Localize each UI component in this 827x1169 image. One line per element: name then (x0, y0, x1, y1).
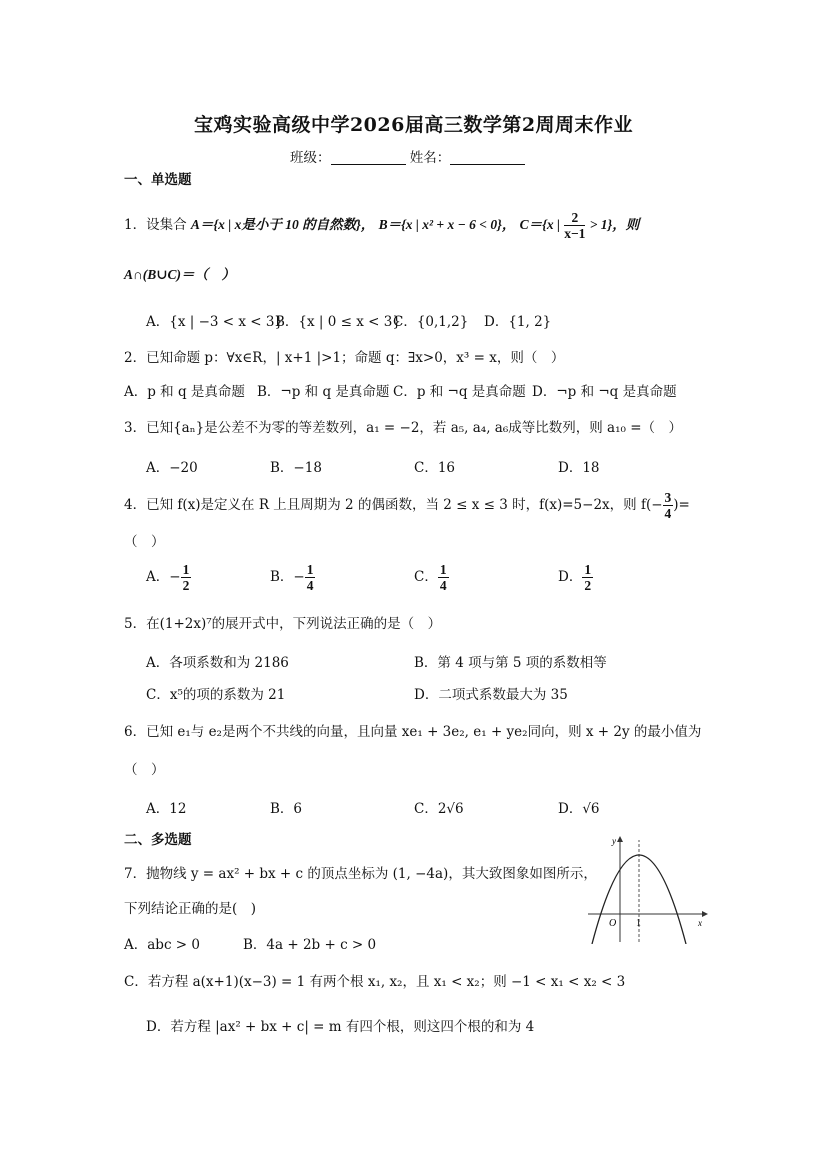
q6-paren: （ ） (124, 762, 165, 778)
q4-c-den: 4 (439, 578, 447, 593)
q1-set-a: A＝{x | x是小于 10 的自然数}， (190, 217, 375, 232)
q7-option-c[interactable]: C．若方程 a(x+1)(x−3) = 1 有两个根 x₁, x₂，且 x₁ < x₂；则 −1 < x₁ < x₂ < 3 (124, 974, 626, 990)
q1-option-c[interactable]: C．{0,1,2} (393, 314, 469, 330)
q4-c-fraction (438, 562, 449, 593)
section-single-choice: 一、单选题 (124, 172, 192, 188)
question-1-stem (124, 210, 639, 241)
q4-d-label: D． (558, 569, 583, 585)
y-axis-arrow (617, 836, 623, 842)
q6-option-b[interactable]: B．6 (270, 801, 303, 817)
q5-option-d[interactable]: D．二项式系数最大为 35 (414, 687, 568, 703)
q4-b-den: 4 (306, 578, 314, 593)
q4-stem-b: )= (673, 497, 690, 513)
q5-option-c[interactable]: C．x⁵的项的系数为 21 (146, 687, 286, 703)
q7-option-a[interactable]: A．abc > 0 (124, 937, 200, 953)
graph-x-label: x (698, 918, 702, 928)
q1-frac-den: x−1 (564, 226, 586, 241)
question-5-stem: 5．在(1+2x)⁷的展开式中，下列说法正确的是（ ） (124, 616, 442, 632)
q1-option-a[interactable]: A．{x | −3 < x < 3} (146, 314, 284, 330)
class-blank (331, 152, 406, 165)
q4-a-num: 1 (182, 562, 190, 577)
graph-y-label: y (612, 836, 616, 846)
graph-origin-label: O (609, 918, 617, 929)
q4-stem-a: 4．已知 f(x)是定义在 R 上且周期为 2 的偶函数，当 2 ≤ x ≤ 3 时，f(x)=5−2x，则 f(− (124, 497, 663, 513)
q4-a-fraction (181, 562, 192, 593)
q4-a-label: A．− (146, 569, 181, 585)
q2-option-a[interactable]: A．p 和 q 是真命题 (124, 384, 245, 400)
q6-option-a[interactable]: A．12 (146, 801, 187, 817)
q4-option-b[interactable] (270, 562, 315, 593)
q4-option-c[interactable] (414, 562, 449, 593)
question-2-stem: 2．已知命题 p：∀x∈R，| x+1 |>1；命题 q：∃x>0，x³ = x，则（ ） (124, 350, 565, 366)
q3-option-b[interactable]: B．−18 (270, 460, 322, 476)
q4-b-fraction (305, 562, 316, 593)
q7-option-d[interactable]: D．若方程 |ax² + bx + c| = m 有四个根，则这四个根的和为 4 (146, 1019, 535, 1035)
q4-c-label: C． (414, 569, 438, 585)
class-label: 班级： (290, 150, 331, 166)
question-7-stem-line1: 7．抛物线 y = ax² + bx + c 的顶点坐标为 (1, −4a)，其大致图象如图所示， (124, 866, 597, 882)
q1-option-b[interactable]: B．{x | 0 ≤ x < 3} (275, 314, 401, 330)
q4-fraction (663, 490, 674, 521)
q1-prefix: 1．设集合 (124, 217, 187, 233)
question-3-stem: 3．已知{aₙ}是公差不为零的等差数列，a₁ = −2，若 a₅, a₄, a₆成等比数列，则 a₁₀ =（ ） (124, 420, 683, 436)
q7-option-b[interactable]: B．4a + 2b + c > 0 (243, 937, 377, 953)
section-multiple-choice: 二、多选题 (124, 832, 192, 848)
q5-option-b[interactable]: B．第 4 项与第 5 项的系数相等 (414, 655, 607, 671)
q4-frac-num: 3 (664, 490, 672, 505)
parabola-graph (584, 832, 708, 944)
q1-set-c-pre: C＝{x | (519, 217, 560, 232)
x-axis-arrow (702, 911, 708, 917)
question-6-stem: 6．已知 e₁与 e₂是两个不共线的向量，且向量 xe₁ + 3e₂, e₁ + ye₂同向，则 x + 2y 的最小值为 (124, 724, 702, 740)
name-blank (450, 152, 525, 165)
q1-set-b: B＝{x | x² + x − 6 < 0}， (378, 217, 516, 232)
q4-d-fraction (582, 562, 593, 593)
question-7-stem-line2: 下列结论正确的是( ) (124, 901, 257, 917)
q4-option-d[interactable] (558, 562, 593, 593)
page-title: 宝鸡实验高级中学2026届高三数学第2周周末作业 (193, 114, 634, 136)
q4-b-num: 1 (306, 562, 314, 577)
student-info (290, 146, 525, 166)
q2-option-d[interactable]: D．¬p 和 ¬q 是真命题 (532, 384, 677, 400)
q1-set-c-post: > 1}，则 (589, 217, 640, 232)
q4-b-label: B．− (270, 569, 305, 585)
q6-option-d[interactable]: D．√6 (558, 801, 600, 817)
q4-d-num: 1 (584, 562, 592, 577)
q3-option-a[interactable]: A．−20 (146, 460, 198, 476)
question-4-stem (124, 490, 690, 521)
q2-option-b[interactable]: B．¬p 和 q 是真命题 (257, 384, 390, 400)
q1-set-c-fraction (564, 210, 585, 241)
q4-a-den: 2 (182, 578, 190, 593)
q1-frac-num: 2 (564, 210, 585, 226)
graph-tick-label: 1 (636, 918, 641, 929)
q4-d-den: 2 (584, 578, 592, 593)
q2-option-c[interactable]: C．p 和 ¬q 是真命题 (393, 384, 526, 400)
q3-option-d[interactable]: D．18 (558, 460, 600, 476)
q1-expression: A∩(B∪C)＝（ ） (124, 267, 236, 282)
q5-option-a[interactable]: A．各项系数和为 2186 (146, 655, 289, 671)
q4-option-a[interactable] (146, 562, 191, 593)
q6-option-c[interactable]: C．2√6 (414, 801, 464, 817)
q3-option-c[interactable]: C．16 (414, 460, 456, 476)
q1-option-d[interactable]: D．{1, 2} (484, 314, 552, 330)
q4-frac-den: 4 (664, 506, 672, 521)
name-label: 姓名： (409, 150, 451, 166)
q4-c-num: 1 (439, 562, 447, 577)
q4-paren: （ ） (124, 534, 165, 550)
